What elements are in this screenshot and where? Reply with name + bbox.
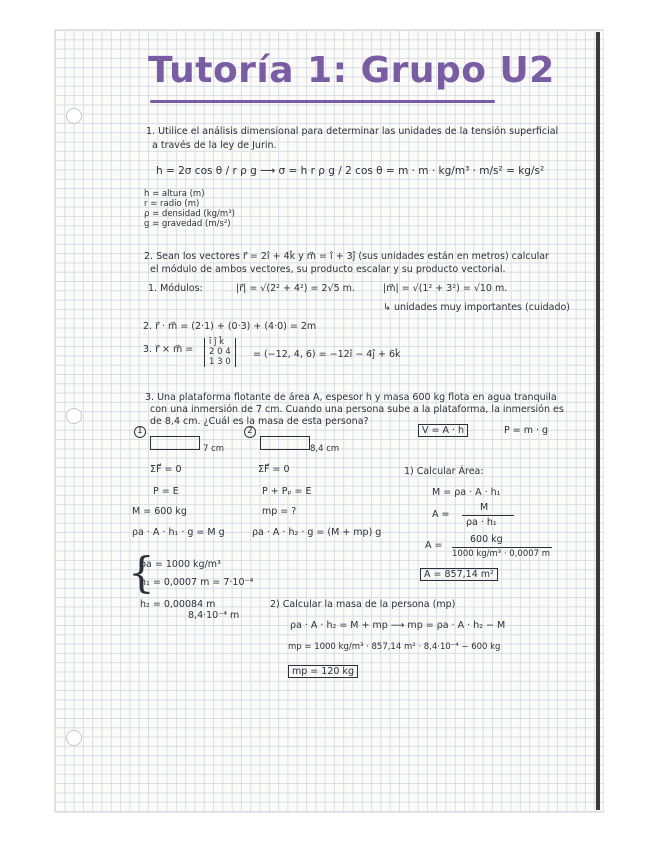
brace: { [128,548,155,597]
mass-600: M = 600 kg [132,506,187,517]
var-g: g = gravedad (m/s²) [144,219,231,229]
step2-label: 2) Calcular la masa de la persona (mp) [270,599,456,610]
area-result: A = 857,14 m² [420,568,498,581]
step1-eq: M = ρa · A · h₁ [432,487,501,498]
h2-value: h₂ = 0,00084 m [140,599,216,610]
var-r: r = radio (m) [144,199,200,209]
matrix-row: 2 0 4 [209,346,231,357]
equilibrium-eq-2: ρa · A · h₂ · g = (M + mp) g [252,527,382,538]
rho-a: ρa = 1000 kg/m³ [140,559,221,570]
h2-sci: 8,4·10⁻⁴ m [188,610,240,621]
circle-2: 2 [244,426,256,438]
units-note: ↳ unidades muy importantes (cuidado) [383,302,571,313]
volume-box: V = A · h [418,424,468,437]
cross-label: 3. r⃗ × m⃗ = [143,344,194,355]
punch-hole [66,408,82,424]
problem3-statement: 3. Una plataforma flotante de área A, espesor h y masa 600 kg flota en agua tranquila [145,392,557,403]
mod-m: |m⃗| = √(1² + 3²) = √10 m. [383,283,508,294]
weight-formula: P = m · g [504,425,549,436]
var-rho: ρ = densidad (kg/m³) [144,209,235,219]
dot-product: 2. r⃗ · m⃗ = (2·1) + (0·3) + (4·0) = 2m [143,321,317,332]
circle-1: 1 [134,426,146,438]
punch-hole [66,730,82,746]
mod-r: |r⃗| = √(2² + 4²) = 2√5 m. [236,283,355,294]
a-num-bot: 1000 kg/m³ · 0,0007 m [452,549,551,559]
title-underline [150,100,495,103]
step1-label: 1) Calcular Área: [404,466,484,477]
fig1-label: 7 cm [203,444,225,454]
var-h: h = altura (m) [144,189,205,199]
punch-hole [66,108,82,124]
cross-matrix [204,338,236,367]
mp-result: mp = 120 kg [288,665,358,678]
step2-numeric: mp = 1000 kg/m³ · 857,14 m² · 8,4·10⁻⁴ − 600 kg [288,642,501,652]
modulos-label: 1. Módulos: [148,283,203,294]
fraction-bar [462,515,514,516]
page-title: Tutoría 1: Grupo U2 [148,50,555,91]
platform-figure-2 [260,436,310,450]
sum-forces-1: ΣF⃗ = 0 [150,464,182,475]
problem2-statement-cont: el módulo de ambos vectores, su producto escalar y su producto vectorial. [150,264,506,275]
a-num-top: 600 kg [470,534,503,545]
a-eq-label: A = [432,509,450,520]
a-frac-top: M [480,502,489,513]
p-plus-pp-equals-e: P + Pₚ = E [262,486,312,497]
fraction-bar [452,547,552,548]
problem2-statement: 2. Sean los vectores r⃗ = 2î + 4k̂ y m⃗ = î + 3ĵ (sus unidades están en metros) calcular [144,251,549,262]
matrix-row: 1 3 0 [209,356,231,367]
p-equals-e: P = E [153,486,179,497]
problem1-formula: h = 2σ cos θ / r ρ g ⟶ σ = h r ρ g / 2 cos θ = m · m · kg/m³ · m/s² = kg/s² [156,165,545,177]
problem1-statement-cont: a través de la ley de Jurin. [152,140,277,151]
matrix-row: î ĵ k̂ [209,337,225,347]
problem1-statement: 1. Utilice el análisis dimensional para determinar las unidades de la tensión superficial [146,126,559,137]
a-frac-bot: ρa · h₁ [466,517,497,528]
problem3-statement-cont2: de 8,4 cm. ¿Cuál es la masa de esta persona? [150,416,369,427]
a-num-eq-label: A = [425,540,443,551]
fig2-label: 8,4 cm [310,444,340,454]
equilibrium-eq-1: ρa · A · h₁ · g = M g [132,527,225,538]
step2-eq: ρa · A · h₂ = M + mp ⟶ mp = ρa · A · h₂ − M [290,620,506,631]
sum-forces-2: ΣF⃗ = 0 [258,464,290,475]
page-edge [596,32,600,810]
mp-unknown: mp = ? [262,506,297,517]
platform-figure-1 [150,436,200,450]
h1-value: h₁ = 0,0007 m = 7·10⁻⁴ [140,577,254,588]
problem3-statement-cont: con una inmersión de 7 cm. Cuando una persona sube a la plataforma, la inmersión es [150,404,564,415]
cross-result: = (−12, 4, 6) = −12î − 4ĵ + 6k̂ [253,349,401,360]
